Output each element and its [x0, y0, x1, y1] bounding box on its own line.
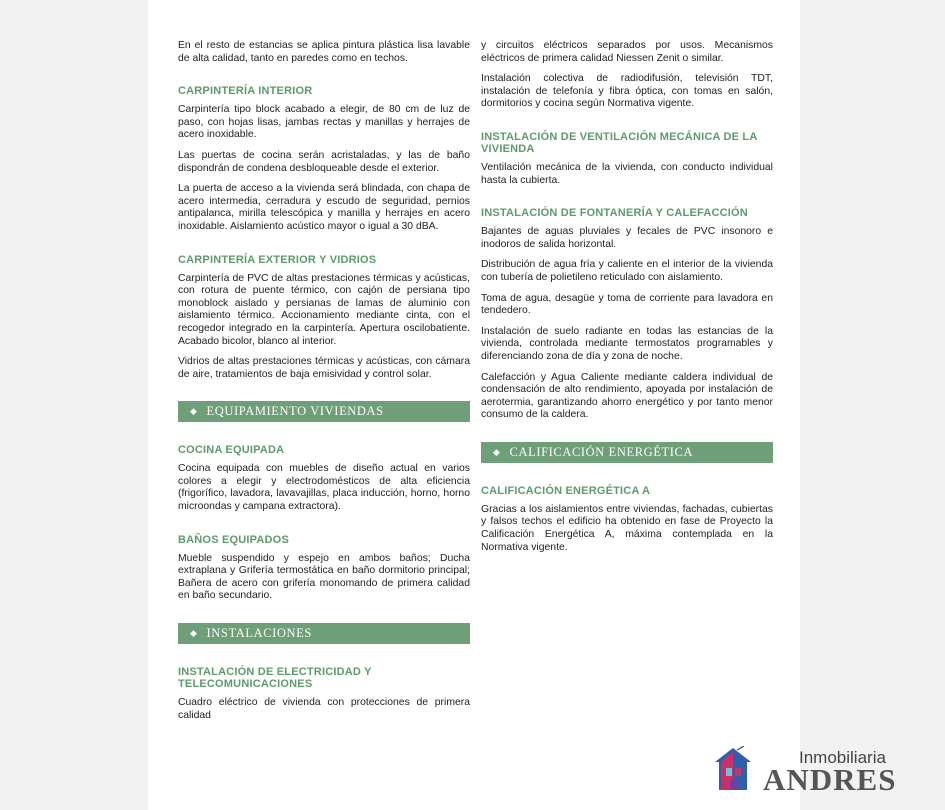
section-band-equipamiento: [178, 401, 470, 422]
paragraph: Distribución de agua fría y caliente en el interior de la vivienda con tubería de polietileno reticulado con aislamiento.: [481, 259, 773, 283]
band-label: EQUIPAMIENTO VIVIENDAS: [206, 404, 384, 419]
section-title-carpinteria-exterior: CARPINTERÍA EXTERIOR Y VIDRIOS: [178, 253, 377, 266]
section-title-fontaneria: INSTALACIÓN DE FONTANERÍA Y CALEFACCIÓN: [481, 207, 748, 220]
right-column: [481, 40, 773, 562]
paragraph: Instalación colectiva de radiodifusión, televisión TDT, instalación de telefonía y fibra óptica, con tomas en salón, dormitorios y cocina según Normativa vigente.: [481, 73, 773, 110]
paragraph: y circuitos eléctricos separados por usos. Mecanismos eléctricos de primera calidad Niessen Zenit o similar.: [481, 40, 773, 64]
paragraph: Vidrios de altas prestaciones térmicas y acústicas, con cámara de aire, tratamientos de baja emisividad y control solar.: [178, 356, 470, 380]
diamond-icon: ◆: [493, 446, 501, 457]
section-title-cocina: COCINA EQUIPADA: [178, 444, 285, 457]
paragraph: La puerta de acceso a la vivienda será blindada, con chapa de acero intermedia, cerradura y escudo de seguridad, pernios antipalanca, mirilla telescópica y manilla y herrajes en acero inoxidable. Aislamiento acústico mayor o igual a 30 dBA.: [178, 183, 470, 232]
band-label: CALIFICACIÓN ENERGÉTICA: [509, 444, 694, 459]
section-title-ventilacion: INSTALACIÓN DE VENTILACIÓN MECÁNICA DE LA VIVIENDA: [481, 130, 758, 155]
inmobiliaria-andres-logo: [713, 746, 935, 796]
section-band-calificacion: [481, 442, 773, 463]
logo-text-bottom: ANDRES: [763, 762, 897, 797]
paragraph: Mueble suspendido y espejo en ambos baños; Ducha extraplana y Grifería termostática en baño dormitorio principal; Bañera de acero con grifería monomando de primera calidad en baño secundario.: [178, 552, 470, 602]
section-title-electricidad: INSTALACIÓN DE ELECTRICIDAD Y TELECOMUNICACIONES: [178, 666, 372, 691]
section-title-banos: BAÑOS EQUIPADOS: [178, 533, 289, 546]
paragraph: Las puertas de cocina serán acristaladas, y las de baño dispondrán de condena desbloqueable desde el exterior.: [178, 149, 470, 174]
paragraph: Cuadro eléctrico de vivienda con protecciones de primera calidad: [178, 697, 470, 721]
paint-paragraph: En el resto de estancias se aplica pintura plástica lisa lavable de alta calidad, tanto en paredes como en techos.: [178, 40, 470, 64]
diamond-icon: ◆: [190, 406, 198, 417]
diamond-icon: ◆: [190, 628, 198, 639]
paragraph: Gracias a los aislamientos entre viviendas, fachadas, cubiertas y falsos techos el edificio ha obtenido en fase de Proyecto la Calificación Energética A, máxima contemplada en la Normativa vigente.: [481, 503, 773, 553]
band-label: INSTALACIONES: [206, 626, 312, 641]
paragraph: Bajantes de aguas pluviales y fecales de PVC insonoro e inodoros de salida horizontal.: [481, 226, 773, 250]
section-title-carpinteria-interior: CARPINTERÍA INTERIOR: [178, 85, 313, 98]
paragraph: Carpintería de PVC de altas prestaciones térmicas y acústicas, con rotura de puente térmico, con cajón de persiana tipo monoblock aislado y persianas de lamas de aluminio con aislamiento térmico. Accionamiento mediante cinta, con el recogedor integrado en la carpintería. Apertura oscilobatiente. Acabado bicolor, blanco al interior.: [178, 272, 470, 347]
left-column: [178, 40, 470, 730]
paragraph: Carpintería tipo block acabado a elegir, de 80 cm de luz de paso, con hojas lisas, jambas rectas y manillas y herrajes de acero inoxidable.: [178, 104, 470, 141]
house-logo-icon: [713, 746, 753, 792]
paragraph: Toma de agua, desagüe y toma de corriente para lavadora en tendedero.: [481, 292, 773, 317]
paragraph: Cocina equipada con muebles de diseño actual en varios colores a elegir y electrodomésticos de alta eficiencia (frigorífico, lavadora, lavavajillas, placa inducción, horno, horno microondas y campana extractora).: [178, 463, 470, 513]
paragraph: Calefacción y Agua Caliente mediante caldera individual de condensación de alto rendimiento, apoyada por instalación de aerotermia, garantizando ahorro energético y por tanto menor consumo de la caldera.: [481, 371, 773, 421]
section-title-calificacion-a: CALIFICACIÓN ENERGÉTICA A: [481, 484, 651, 497]
paragraph: Ventilación mecánica de la vivienda, con conducto individual hasta la cubierta.: [481, 161, 773, 186]
paragraph: Instalación de suelo radiante en todas las estancias de la vivienda, controlada mediante termostatos programables y diferenciando zona de día y zona de noche.: [481, 325, 773, 362]
section-band-instalaciones: [178, 623, 470, 644]
logo-text-top: Inmobiliaria: [799, 748, 886, 767]
